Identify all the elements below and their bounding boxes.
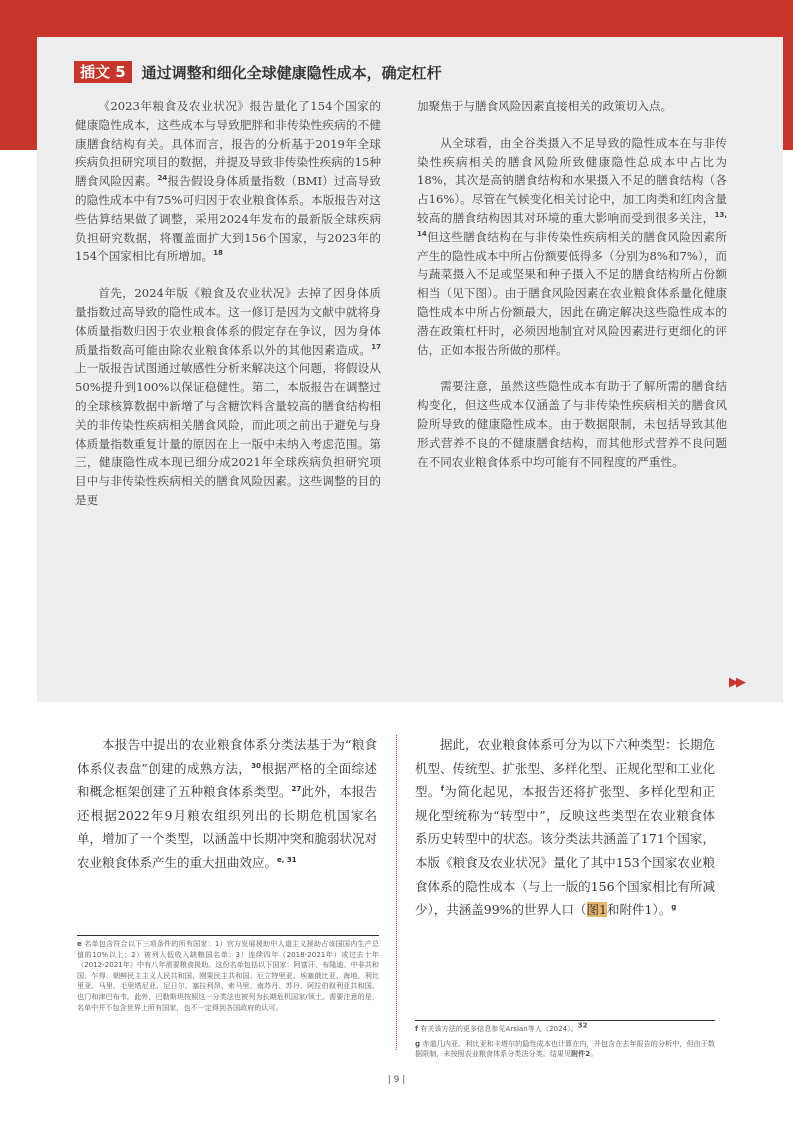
footnote-f: f 有关该方法的更多信息参见Arslan等人（2024）。$^{32}$ [415,1021,588,1033]
citation-ref[interactable]: 30 [251,761,262,770]
box-right-column [417,97,727,471]
box-header [74,61,442,83]
continue-arrow-icon[interactable]: ▶▶ [729,675,743,690]
body-paragraph: 本报告中提出的农业粮食体系分类法基于为“粮食体系仪表盘”创建的成熟方法，$^{30}$根据严格的全面综述和概念框架创建了五种粮食体系类型。$^{27}$此外，本报告还根据2022年9月粮农组织列出的长期危机国家名单，增加了一个类型，以涵盖中长期冲突和脆弱状况对农业粮食体系产生的重大扭曲效应。$^{e, 31}$ [77,737,378,870]
citation-ref[interactable]: 13, 14 [417,211,727,238]
citation-ref[interactable]: g [671,903,677,911]
column-divider [396,735,397,1050]
annex-link[interactable]: 附件2 [571,1049,591,1059]
citation-ref[interactable]: 17 [371,342,381,351]
box-label: 插文 5 [74,61,132,83]
box-left-column [75,97,381,510]
figure-link[interactable]: 图1 [586,902,607,918]
inset-box [37,37,783,702]
citation-ref[interactable]: 24 [157,174,168,183]
citation-ref[interactable]: 32 [577,1021,588,1030]
main-right-column [415,733,715,922]
page-number: | 9 | [387,1075,406,1085]
footnote-g: g 赤道几内亚、利比亚和卡塔尔的隐性成本也计算在内，并包含在去年报告的分析中，但由于数据限制，未按照农业粮食体系分类法分类。结果见附件2。 [415,1038,715,1059]
annex-link[interactable]: 附件1 [619,902,653,918]
citation-ref[interactable]: f [440,785,444,794]
citation-ref[interactable]: 18 [213,249,223,258]
footnote-e: e 名单包含符合以下三项条件的所有国家：1）官方发展援助中人道主义援助占该国国内生产总值的10%以上；2）被列入低收入缺粮国名单；3）连续四年（2018-2021年）或过去十年（2012-2021年）中有八年需要粮食援助。这份名单包括以下国家：阿富汗、布隆迪、中非共和国、乍得、朝鲜民主主义人民共和国、刚果民主共和国、厄立特里亚、埃塞俄比亚、海地、利比里亚、马里、毛里塔尼亚、尼日尔、塞拉利昂、索马里、南苏丹、苏丹、阿拉伯叙利亚共和国、也门和津巴布韦。此外，巴勒斯坦按照这一分类法也被列为长期危机国家/领土。需要注意的是，名单中并不包含世界上所有国家，也不一定得到各国政府的认可。 [77,935,379,1013]
box-paragraph: 首先，2024年版《粮食及农业状况》去掉了因身体质量指数过高导致的隐性成本。这一修订是因为文献中就将身体质量指数归因于农业粮食体系的假定存在争议，因为身体质量指数高可能由除农业粮食体系以外的其他因素造成。$^{17}$上一版报告试图通过敏感性分析来解决这个问题，将假设从50%提升到100%以保证稳健性。第二，本版报告在调整过的全球核算数据中新增了与含糖饮料含量较高的膳食结构相关的非传染性疾病相关膳食风险，而此项之前出于避免与身体质量指数重复计量的原因在上一版中未纳入考虑范围。第三，健康隐性成本现已细分成2021年全球疾病负担研究项目中与非传染性疾病相关的膳食风险因素。这些调整的目的是更 [75,286,381,507]
footnotes-right [415,1020,715,1060]
box-paragraph: 需要注意，虽然这些隐性成本有助于了解所需的膳食结构变化，但这些成本仅涵盖了与非传染性疾病相关的膳食风险所导致的健康隐性成本。由于数据限制，未包括导致其他形式营养不良的不健康膳食结构，而其他形式营养不良问题在不同农业粮食体系中均可能有不同程度的严重性。 [417,379,727,469]
box-title: 通过调整和细化全球健康隐性成本，确定杠杆 [141,63,442,82]
citation-ref[interactable]: e, 31 [277,855,297,864]
box-paragraph: 《2023年粮食及农业状况》报告量化了154个国家的健康隐性成本，这些成本与导致肥胖和非传染性疾病的不健康膳食结构有关。具体而言，报告的分析基于2019年全球疾病负担研究项目的数据，并提及导致非传染性疾病的15种膳食风险因素。$^{24}$报告假设身体质量指数（BMI）过高导致的隐性成本中有75%可归因于农业粮食体系。本版报告对这些估算结果做了调整，采用2024年发布的最新版全球疾病负担研究数据，将覆盖面扩大到156个国家，与2023年的154个国家相比有所增加。$^{18}$ [75,99,381,264]
main-left-column [77,733,377,875]
box-paragraph: 从全球看，由全谷类摄入不足导致的隐性成本在与非传染性疾病相关的膳食风险所致健康隐性总成本中占比为18%，其次是高钠膳食结构和水果摄入不足的膳食结构（各占16%）。尽管在气候变化相关讨论中，加工肉类和红肉含量较高的膳食结构因其对环境的重大影响而受到很多关注，$^{13, 14}$但这些膳食结构在与非传染性疾病相关的膳食风险因素所产生的隐性成本中所占份额要低得多（分别为8%和7%），而与蔬菜摄入不足或坚果和种子摄入不足的膳食结构所占份额相当（见下图）。由于膳食风险因素在农业粮食体系量化健康隐性成本中所占份额最大，因此在确定解决这些隐性成本的潜在政策杠杆时，必须因地制宜对风险因素进行更细化的评估，正如本报告所做的那样。 [417,135,727,357]
citation-ref[interactable]: 27 [291,785,302,794]
body-paragraph: 据此，农业粮食体系可分为以下六种类型：长期危机型、传统型、扩张型、多样化型、正规化型和工业化型。$^f$为简化起见，本报告还将扩张型、多样化型和正规化型统称为“转型中”，反映这些类型在农业粮食体系历史转型中的状态。该分类法共涵盖了171个国家，本版《粮食及农业状况》量化了其中153个国家农业粮食体系的隐性成本（与上一版的156个国家相比有所减少），共涵盖99%的世界人口（图1和附件1）。$^g$ [415,737,716,918]
box-paragraph: 加聚焦于与膳食风险因素直接相关的政策切入点。 [417,99,673,113]
